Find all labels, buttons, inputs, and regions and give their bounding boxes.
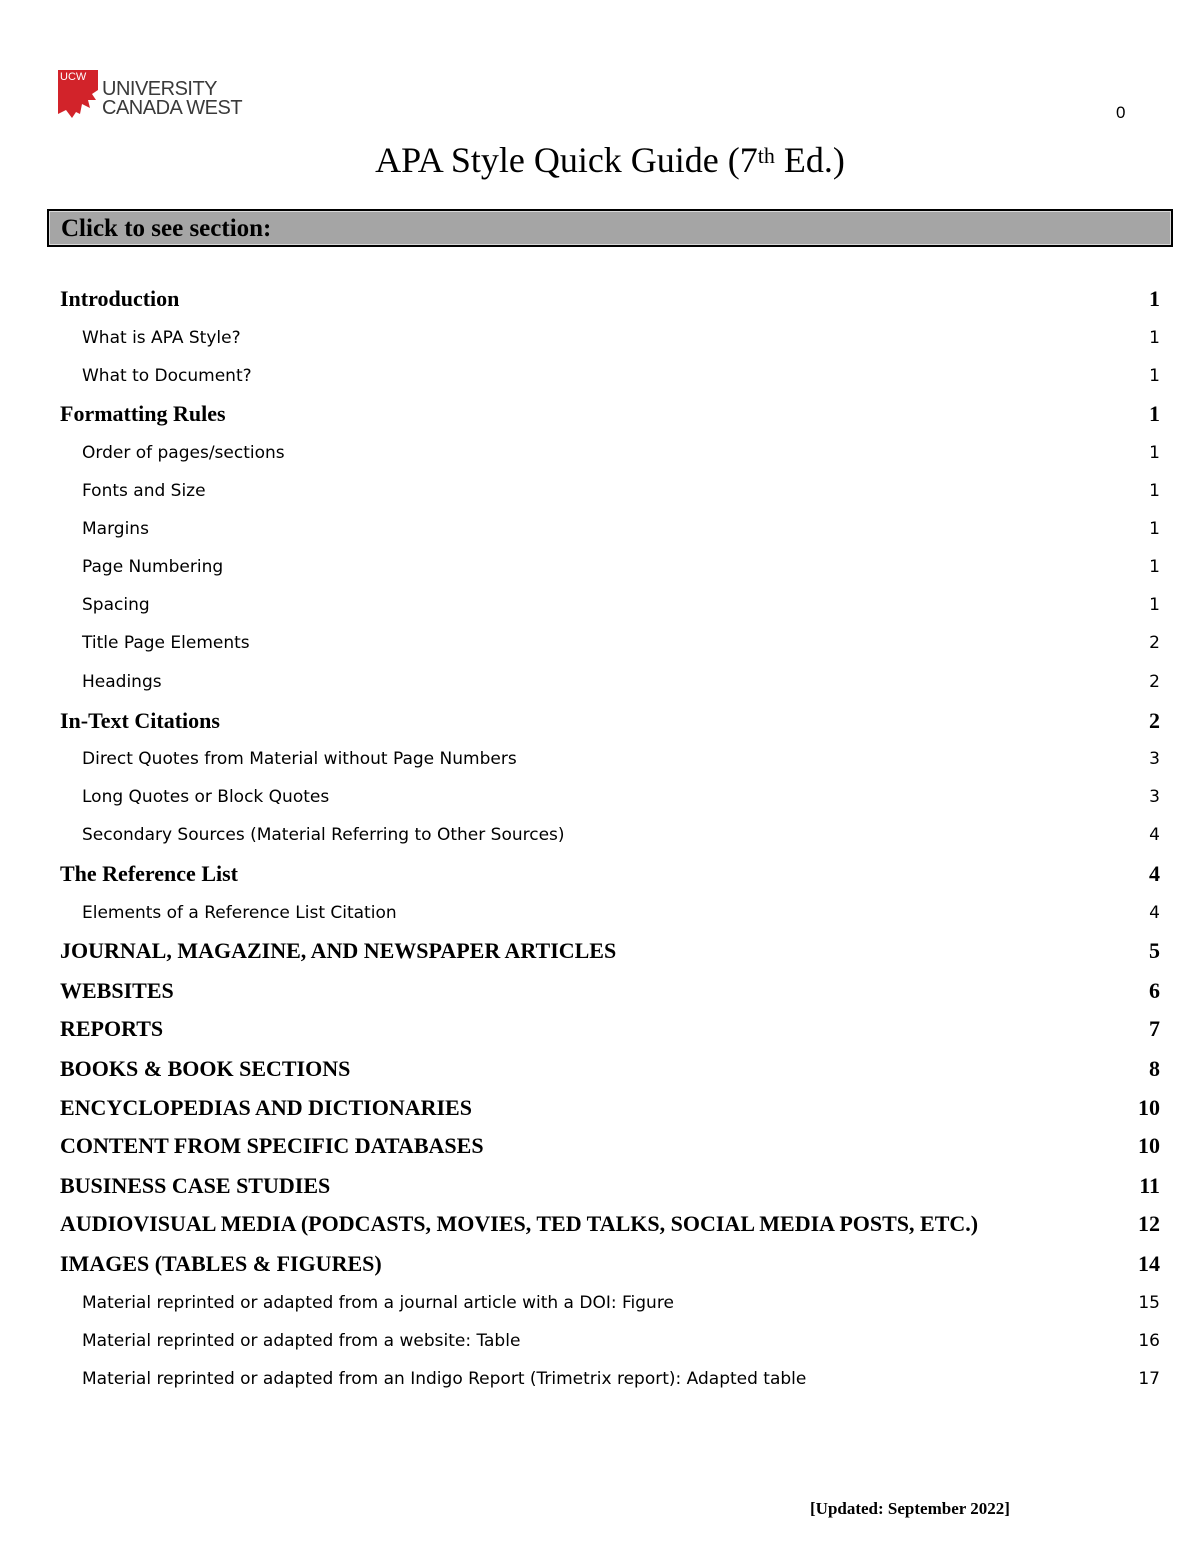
toc-entry-label: ENCYCLOPEDIAS AND DICTIONARIES: [60, 1095, 472, 1120]
toc-entry-label: The Reference List: [60, 861, 238, 886]
toc-entry-label: What is APA Style?: [82, 328, 241, 348]
toc-subsection-link[interactable]: [60, 319, 1160, 357]
toc-entry-page: 10: [1138, 1095, 1160, 1120]
title-main: APA Style Quick Guide (7: [375, 140, 758, 180]
toc-entry-label: Introduction: [60, 286, 180, 311]
toc-entry-page: 17: [1138, 1369, 1160, 1389]
toc-entry-label: AUDIOVISUAL MEDIA (PODCASTS, MOVIES, TED TALKS, SOCIAL MEDIA POSTS, ETC.): [60, 1211, 979, 1236]
toc-entry-label: CONTENT FROM SPECIFIC DATABASES: [60, 1133, 484, 1158]
toc-subsection-link[interactable]: [60, 894, 1160, 932]
toc-entry-label: BUSINESS CASE STUDIES: [60, 1173, 331, 1198]
toc-subsection-link[interactable]: [60, 357, 1160, 395]
logo-wordmark: [102, 80, 242, 118]
toc-entry-page: 1: [1149, 366, 1160, 386]
logo-line-1: UNIVERSITY: [102, 78, 218, 100]
toc-entry-label: In-Text Citations: [60, 708, 220, 733]
toc-section-link[interactable]: [60, 1089, 1160, 1127]
toc-entry-page: 1: [1149, 595, 1160, 615]
toc-subsection-link[interactable]: [60, 434, 1160, 472]
toc-entry-page: 2: [1149, 672, 1160, 692]
toc-entry-label: Fonts and Size: [82, 481, 206, 501]
toc-entry-label: Formatting Rules: [60, 401, 226, 426]
toc-entry-page: 8: [1149, 1056, 1160, 1081]
toc-entry-label: Spacing: [82, 595, 150, 615]
toc-entry-page: 3: [1149, 749, 1160, 769]
page-title: [0, 138, 1200, 182]
toc-section-link[interactable]: [60, 1245, 1160, 1283]
toc-entry-page: 16: [1138, 1331, 1160, 1351]
toc-entry-label: JOURNAL, MAGAZINE, AND NEWSPAPER ARTICLES: [60, 938, 617, 963]
toc-entry-page: 1: [1149, 557, 1160, 577]
toc-section-link[interactable]: [60, 1050, 1160, 1088]
toc-entry-label: What to Document?: [82, 366, 252, 386]
toc-subsection-link[interactable]: [60, 1284, 1160, 1322]
toc-subsection-link[interactable]: [60, 510, 1160, 548]
toc-entry-label: WEBSITES: [60, 978, 174, 1003]
toc-entry-label: Direct Quotes from Material without Page Numbers: [82, 749, 517, 769]
toc-subsection-link[interactable]: [60, 663, 1160, 701]
toc-entry-label: Page Numbering: [82, 557, 224, 577]
toc-subsection-link[interactable]: [60, 586, 1160, 624]
toc-entry-label: Material reprinted or adapted from an Indigo Report (Trimetrix report): Adapted table: [82, 1369, 807, 1389]
toc-entry-page: 1: [1149, 401, 1160, 426]
toc-entry-label: Long Quotes or Block Quotes: [82, 787, 330, 807]
toc-subsection-link[interactable]: [60, 778, 1160, 816]
toc-subsection-link[interactable]: [60, 816, 1160, 854]
page-number: 0: [1116, 103, 1126, 122]
maple-leaf-logo-icon: [58, 70, 98, 120]
toc-entry-label: Material reprinted or adapted from a website: Table: [82, 1331, 521, 1351]
toc-entry-page: 4: [1149, 861, 1160, 886]
title-superscript: th: [757, 143, 775, 168]
toc-section-link[interactable]: [60, 1010, 1160, 1048]
toc-entry-page: 4: [1149, 825, 1160, 845]
toc-entry-page: 7: [1149, 1016, 1160, 1041]
toc-entry-page: 12: [1138, 1211, 1160, 1236]
toc-entry-page: 15: [1138, 1293, 1160, 1313]
toc-subsection-link[interactable]: [60, 1360, 1160, 1398]
section-bar-label: Click to see section:: [61, 215, 272, 242]
toc-section-link[interactable]: [60, 702, 1160, 740]
toc-entry-page: 1: [1149, 328, 1160, 348]
toc-section-link[interactable]: [60, 1205, 1160, 1243]
toc-entry-label: Headings: [82, 672, 162, 692]
toc-subsection-link[interactable]: [60, 548, 1160, 586]
toc-entry-page: 3: [1149, 787, 1160, 807]
toc-subsection-link[interactable]: [60, 624, 1160, 662]
toc-section-link[interactable]: [60, 395, 1160, 433]
toc-entry-page: 1: [1149, 519, 1160, 539]
toc-entry-label: BOOKS & BOOK SECTIONS: [60, 1056, 351, 1081]
toc-entry-page: 6: [1149, 978, 1160, 1003]
toc-entry-page: 14: [1138, 1251, 1160, 1276]
toc-subsection-link[interactable]: [60, 472, 1160, 510]
updated-date: [Updated: September 2022]: [810, 1499, 1010, 1518]
toc-section-link[interactable]: [60, 1167, 1160, 1205]
toc-entry-label: Margins: [82, 519, 149, 539]
toc-entry-page: 1: [1149, 286, 1160, 311]
toc-entry-page: 1: [1149, 481, 1160, 501]
toc-section-link[interactable]: [60, 972, 1160, 1010]
logo-badge: UCW: [58, 70, 98, 85]
title-end: Ed.): [774, 140, 845, 180]
toc-subsection-link[interactable]: [60, 1322, 1160, 1360]
toc-entry-label: Order of pages/sections: [82, 443, 285, 463]
toc-entry-label: REPORTS: [60, 1016, 164, 1041]
toc-section-link[interactable]: [60, 855, 1160, 893]
toc-section-link[interactable]: [60, 1127, 1160, 1165]
toc-entry-page: 4: [1149, 903, 1160, 923]
toc-entry-label: IMAGES (TABLES & FIGURES): [60, 1251, 382, 1276]
toc-section-link[interactable]: [60, 280, 1160, 318]
logo-line-2: CANADA WEST: [102, 97, 243, 119]
toc-entry-page: 2: [1149, 633, 1160, 653]
toc-entry-label: Title Page Elements: [82, 633, 250, 653]
toc-entry-page: 11: [1139, 1173, 1160, 1198]
toc-entry-page: 1: [1149, 443, 1160, 463]
section-navigation-bar: [47, 209, 1173, 247]
toc-entry-page: 2: [1149, 708, 1160, 733]
toc-section-link[interactable]: [60, 932, 1160, 970]
ucw-logo: [58, 70, 278, 122]
toc-entry-label: Elements of a Reference List Citation: [82, 903, 397, 923]
toc-entry-page: 10: [1138, 1133, 1160, 1158]
toc-entry-label: Material reprinted or adapted from a journal article with a DOI: Figure: [82, 1293, 674, 1313]
toc-entry-label: Secondary Sources (Material Referring to Other Sources): [82, 825, 565, 845]
toc-entry-page: 5: [1149, 938, 1160, 963]
toc-subsection-link[interactable]: [60, 740, 1160, 778]
